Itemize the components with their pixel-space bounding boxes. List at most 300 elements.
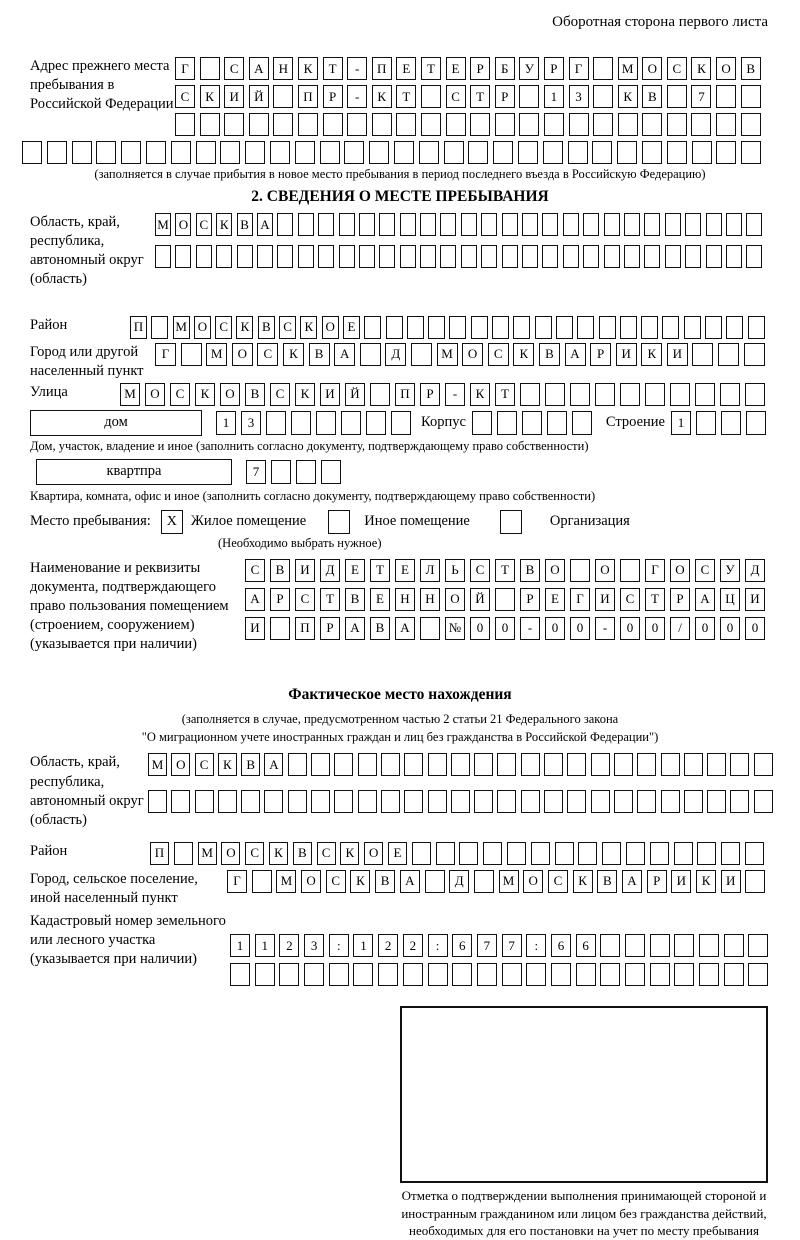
- char-cell[interactable]: С: [317, 842, 336, 865]
- char-cell[interactable]: О: [221, 842, 240, 865]
- char-cell[interactable]: С: [548, 870, 568, 893]
- char-cell[interactable]: С: [667, 57, 687, 80]
- char-cell[interactable]: [522, 411, 542, 435]
- char-cell[interactable]: П: [150, 842, 169, 865]
- char-cell[interactable]: [318, 213, 334, 236]
- char-cell[interactable]: [440, 245, 456, 268]
- char-cell[interactable]: [568, 141, 588, 164]
- char-cell[interactable]: [699, 934, 719, 957]
- char-cell[interactable]: С: [326, 870, 346, 893]
- char-cell[interactable]: Т: [323, 57, 343, 80]
- char-cell[interactable]: [316, 411, 336, 435]
- char-cell[interactable]: Е: [395, 559, 415, 582]
- char-cell[interactable]: [493, 141, 513, 164]
- char-cell[interactable]: 7: [691, 85, 711, 108]
- char-cell[interactable]: [449, 316, 466, 339]
- char-cell[interactable]: :: [428, 934, 448, 957]
- char-cell[interactable]: [264, 790, 283, 813]
- char-cell[interactable]: [196, 245, 212, 268]
- char-cell[interactable]: [451, 790, 470, 813]
- char-cell[interactable]: [378, 963, 398, 986]
- char-cell[interactable]: [381, 790, 400, 813]
- char-cell[interactable]: [411, 343, 432, 366]
- char-cell[interactable]: [522, 245, 538, 268]
- checkbox-inoe[interactable]: [328, 510, 350, 534]
- char-cell[interactable]: [626, 842, 645, 865]
- char-cell[interactable]: [358, 790, 377, 813]
- char-cell[interactable]: К: [200, 85, 220, 108]
- char-cell[interactable]: [230, 963, 250, 986]
- char-cell[interactable]: 3: [569, 85, 589, 108]
- char-cell[interactable]: [642, 113, 662, 136]
- char-cell[interactable]: [720, 383, 740, 406]
- char-cell[interactable]: В: [370, 617, 390, 640]
- char-cell[interactable]: [200, 57, 220, 80]
- char-cell[interactable]: [304, 963, 324, 986]
- char-cell[interactable]: [22, 141, 42, 164]
- char-cell[interactable]: В: [642, 85, 662, 108]
- char-cell[interactable]: Р: [470, 57, 490, 80]
- char-cell[interactable]: И: [671, 870, 691, 893]
- char-cell[interactable]: [477, 963, 497, 986]
- char-cell[interactable]: 7: [502, 934, 522, 957]
- char-cell[interactable]: К: [216, 213, 232, 236]
- char-cell[interactable]: Й: [470, 588, 490, 611]
- char-cell[interactable]: С: [196, 213, 212, 236]
- char-cell[interactable]: [670, 383, 690, 406]
- char-cell[interactable]: [461, 213, 477, 236]
- char-cell[interactable]: [386, 316, 403, 339]
- char-cell[interactable]: С: [446, 85, 466, 108]
- char-cell[interactable]: [535, 316, 552, 339]
- char-cell[interactable]: О: [232, 343, 253, 366]
- char-cell[interactable]: [684, 753, 703, 776]
- char-cell[interactable]: Т: [396, 85, 416, 108]
- char-cell[interactable]: У: [720, 559, 740, 582]
- char-cell[interactable]: 0: [545, 617, 565, 640]
- char-cell[interactable]: С: [279, 316, 296, 339]
- char-cell[interactable]: [692, 343, 713, 366]
- char-cell[interactable]: С: [620, 588, 640, 611]
- char-cell[interactable]: [502, 213, 518, 236]
- char-cell[interactable]: [593, 113, 613, 136]
- char-cell[interactable]: [726, 316, 743, 339]
- char-cell[interactable]: С: [195, 753, 214, 776]
- char-cell[interactable]: Д: [449, 870, 469, 893]
- char-cell[interactable]: А: [345, 617, 365, 640]
- char-cell[interactable]: Г: [570, 588, 590, 611]
- char-cell[interactable]: Л: [420, 559, 440, 582]
- char-cell[interactable]: 0: [695, 617, 715, 640]
- char-cell[interactable]: Т: [370, 559, 390, 582]
- char-cell[interactable]: [245, 141, 265, 164]
- char-cell[interactable]: [543, 141, 563, 164]
- char-cell[interactable]: Н: [273, 57, 293, 80]
- char-cell[interactable]: [644, 245, 660, 268]
- char-cell[interactable]: М: [206, 343, 227, 366]
- char-cell[interactable]: [576, 963, 596, 986]
- char-cell[interactable]: [311, 790, 330, 813]
- char-cell[interactable]: О: [171, 753, 190, 776]
- char-cell[interactable]: [642, 141, 662, 164]
- char-cell[interactable]: [277, 213, 293, 236]
- char-cell[interactable]: Т: [470, 85, 490, 108]
- char-cell[interactable]: [724, 934, 744, 957]
- char-cell[interactable]: И: [721, 870, 741, 893]
- char-cell[interactable]: [440, 213, 456, 236]
- char-cell[interactable]: [403, 963, 423, 986]
- char-cell[interactable]: А: [249, 57, 269, 80]
- char-cell[interactable]: [707, 753, 726, 776]
- char-cell[interactable]: [583, 213, 599, 236]
- char-cell[interactable]: К: [195, 383, 215, 406]
- char-cell[interactable]: К: [372, 85, 392, 108]
- char-cell[interactable]: [321, 460, 341, 484]
- char-cell[interactable]: [295, 141, 315, 164]
- char-cell[interactable]: Е: [396, 57, 416, 80]
- char-cell[interactable]: [353, 963, 373, 986]
- char-cell[interactable]: [428, 753, 447, 776]
- char-cell[interactable]: [421, 85, 441, 108]
- char-cell[interactable]: М: [437, 343, 458, 366]
- char-cell[interactable]: [696, 411, 716, 435]
- char-cell[interactable]: [745, 870, 765, 893]
- char-cell[interactable]: С: [270, 383, 290, 406]
- char-cell[interactable]: К: [300, 316, 317, 339]
- char-cell[interactable]: [684, 316, 701, 339]
- char-cell[interactable]: Р: [670, 588, 690, 611]
- char-cell[interactable]: К: [340, 842, 359, 865]
- char-cell[interactable]: [604, 245, 620, 268]
- char-cell[interactable]: [400, 213, 416, 236]
- char-cell[interactable]: [481, 245, 497, 268]
- char-cell[interactable]: Б: [495, 57, 515, 80]
- char-cell[interactable]: [617, 141, 637, 164]
- char-cell[interactable]: К: [298, 57, 318, 80]
- char-cell[interactable]: М: [499, 870, 519, 893]
- char-cell[interactable]: Р: [544, 57, 564, 80]
- char-cell[interactable]: Т: [421, 57, 441, 80]
- char-cell[interactable]: [572, 411, 592, 435]
- char-cell[interactable]: С: [175, 85, 195, 108]
- char-cell[interactable]: [570, 559, 590, 582]
- char-cell[interactable]: В: [237, 213, 253, 236]
- char-cell[interactable]: [237, 245, 253, 268]
- char-cell[interactable]: [323, 113, 343, 136]
- char-cell[interactable]: Н: [420, 588, 440, 611]
- char-cell[interactable]: П: [130, 316, 147, 339]
- char-cell[interactable]: 2: [403, 934, 423, 957]
- char-cell[interactable]: [748, 963, 768, 986]
- char-cell[interactable]: [360, 343, 381, 366]
- char-cell[interactable]: И: [595, 588, 615, 611]
- char-cell[interactable]: [420, 213, 436, 236]
- char-cell[interactable]: [419, 141, 439, 164]
- char-cell[interactable]: [273, 113, 293, 136]
- char-cell[interactable]: [667, 141, 687, 164]
- char-cell[interactable]: К: [236, 316, 253, 339]
- char-cell[interactable]: 1: [671, 411, 691, 435]
- char-cell[interactable]: [428, 316, 445, 339]
- char-cell[interactable]: [593, 57, 613, 80]
- char-cell[interactable]: [195, 790, 214, 813]
- kvartira-type-box[interactable]: квартпра: [36, 459, 232, 485]
- char-cell[interactable]: [730, 790, 749, 813]
- dom-type-box[interactable]: дом: [30, 410, 202, 436]
- char-cell[interactable]: [298, 213, 314, 236]
- char-cell[interactable]: О: [194, 316, 211, 339]
- char-cell[interactable]: [420, 245, 436, 268]
- char-cell[interactable]: [650, 963, 670, 986]
- char-cell[interactable]: [497, 753, 516, 776]
- char-cell[interactable]: 0: [720, 617, 740, 640]
- char-cell[interactable]: И: [667, 343, 688, 366]
- char-cell[interactable]: :: [329, 934, 349, 957]
- char-cell[interactable]: [754, 790, 773, 813]
- char-cell[interactable]: [495, 588, 515, 611]
- char-cell[interactable]: 6: [576, 934, 596, 957]
- char-cell[interactable]: О: [220, 383, 240, 406]
- char-cell[interactable]: К: [350, 870, 370, 893]
- char-cell[interactable]: К: [618, 85, 638, 108]
- char-cell[interactable]: Е: [388, 842, 407, 865]
- char-cell[interactable]: Ц: [720, 588, 740, 611]
- char-cell[interactable]: С: [224, 57, 244, 80]
- char-cell[interactable]: А: [695, 588, 715, 611]
- char-cell[interactable]: [372, 113, 392, 136]
- char-cell[interactable]: [451, 753, 470, 776]
- char-cell[interactable]: [600, 934, 620, 957]
- char-cell[interactable]: С: [170, 383, 190, 406]
- char-cell[interactable]: 2: [378, 934, 398, 957]
- char-cell[interactable]: Р: [647, 870, 667, 893]
- char-cell[interactable]: К: [573, 870, 593, 893]
- char-cell[interactable]: [121, 141, 141, 164]
- char-cell[interactable]: [599, 316, 616, 339]
- char-cell[interactable]: 1: [216, 411, 236, 435]
- char-cell[interactable]: [745, 842, 764, 865]
- char-cell[interactable]: [470, 113, 490, 136]
- char-cell[interactable]: [544, 113, 564, 136]
- char-cell[interactable]: А: [400, 870, 420, 893]
- char-cell[interactable]: М: [173, 316, 190, 339]
- char-cell[interactable]: [748, 316, 765, 339]
- char-cell[interactable]: [412, 842, 431, 865]
- char-cell[interactable]: [381, 753, 400, 776]
- char-cell[interactable]: Р: [590, 343, 611, 366]
- char-cell[interactable]: [174, 842, 193, 865]
- char-cell[interactable]: [255, 963, 275, 986]
- char-cell[interactable]: Й: [249, 85, 269, 108]
- char-cell[interactable]: -: [595, 617, 615, 640]
- char-cell[interactable]: [741, 113, 761, 136]
- char-cell[interactable]: О: [145, 383, 165, 406]
- char-cell[interactable]: [296, 460, 316, 484]
- char-cell[interactable]: [685, 213, 701, 236]
- char-cell[interactable]: В: [345, 588, 365, 611]
- char-cell[interactable]: О: [523, 870, 543, 893]
- char-cell[interactable]: [706, 213, 722, 236]
- char-cell[interactable]: О: [670, 559, 690, 582]
- char-cell[interactable]: [288, 753, 307, 776]
- char-cell[interactable]: [745, 383, 765, 406]
- char-cell[interactable]: [519, 85, 539, 108]
- char-cell[interactable]: [746, 213, 762, 236]
- char-cell[interactable]: О: [462, 343, 483, 366]
- char-cell[interactable]: [716, 141, 736, 164]
- char-cell[interactable]: Е: [343, 316, 360, 339]
- char-cell[interactable]: [391, 411, 411, 435]
- char-cell[interactable]: Д: [385, 343, 406, 366]
- char-cell[interactable]: Г: [227, 870, 247, 893]
- char-cell[interactable]: [273, 85, 293, 108]
- char-cell[interactable]: [637, 790, 656, 813]
- char-cell[interactable]: [502, 245, 518, 268]
- char-cell[interactable]: О: [364, 842, 383, 865]
- char-cell[interactable]: М: [618, 57, 638, 80]
- char-cell[interactable]: [171, 790, 190, 813]
- char-cell[interactable]: [474, 753, 493, 776]
- char-cell[interactable]: А: [245, 588, 265, 611]
- char-cell[interactable]: [151, 316, 168, 339]
- char-cell[interactable]: [444, 141, 464, 164]
- char-cell[interactable]: Г: [175, 57, 195, 80]
- char-cell[interactable]: [224, 113, 244, 136]
- char-cell[interactable]: [425, 870, 445, 893]
- char-cell[interactable]: О: [301, 870, 321, 893]
- char-cell[interactable]: [620, 559, 640, 582]
- char-cell[interactable]: К: [696, 870, 716, 893]
- char-cell[interactable]: [625, 934, 645, 957]
- char-cell[interactable]: [620, 383, 640, 406]
- char-cell[interactable]: [555, 842, 574, 865]
- char-cell[interactable]: [637, 753, 656, 776]
- char-cell[interactable]: [563, 245, 579, 268]
- char-cell[interactable]: [674, 934, 694, 957]
- char-cell[interactable]: [436, 842, 455, 865]
- char-cell[interactable]: 3: [241, 411, 261, 435]
- char-cell[interactable]: И: [224, 85, 244, 108]
- char-cell[interactable]: [394, 141, 414, 164]
- char-cell[interactable]: Р: [323, 85, 343, 108]
- char-cell[interactable]: [595, 383, 615, 406]
- char-cell[interactable]: [474, 790, 493, 813]
- char-cell[interactable]: [754, 753, 773, 776]
- char-cell[interactable]: [721, 842, 740, 865]
- char-cell[interactable]: [730, 753, 749, 776]
- char-cell[interactable]: [257, 245, 273, 268]
- char-cell[interactable]: [707, 790, 726, 813]
- char-cell[interactable]: [279, 963, 299, 986]
- char-cell[interactable]: [72, 141, 92, 164]
- char-cell[interactable]: Т: [320, 588, 340, 611]
- char-cell[interactable]: [692, 141, 712, 164]
- char-cell[interactable]: [241, 790, 260, 813]
- char-cell[interactable]: В: [539, 343, 560, 366]
- char-cell[interactable]: [602, 842, 621, 865]
- char-cell[interactable]: [518, 141, 538, 164]
- char-cell[interactable]: [542, 245, 558, 268]
- char-cell[interactable]: С: [695, 559, 715, 582]
- char-cell[interactable]: [556, 316, 573, 339]
- char-cell[interactable]: И: [245, 617, 265, 640]
- char-cell[interactable]: [155, 245, 171, 268]
- char-cell[interactable]: [421, 113, 441, 136]
- char-cell[interactable]: [716, 113, 736, 136]
- char-cell[interactable]: [481, 213, 497, 236]
- char-cell[interactable]: В: [309, 343, 330, 366]
- char-cell[interactable]: А: [565, 343, 586, 366]
- char-cell[interactable]: К: [295, 383, 315, 406]
- char-cell[interactable]: [220, 141, 240, 164]
- char-cell[interactable]: [741, 85, 761, 108]
- char-cell[interactable]: И: [616, 343, 637, 366]
- char-cell[interactable]: [544, 790, 563, 813]
- char-cell[interactable]: К: [218, 753, 237, 776]
- char-cell[interactable]: 0: [645, 617, 665, 640]
- char-cell[interactable]: С: [245, 559, 265, 582]
- char-cell[interactable]: [270, 617, 290, 640]
- char-cell[interactable]: [252, 870, 272, 893]
- char-cell[interactable]: П: [372, 57, 392, 80]
- char-cell[interactable]: [400, 245, 416, 268]
- char-cell[interactable]: П: [395, 383, 415, 406]
- char-cell[interactable]: [521, 790, 540, 813]
- char-cell[interactable]: [645, 383, 665, 406]
- char-cell[interactable]: [298, 113, 318, 136]
- char-cell[interactable]: [665, 213, 681, 236]
- char-cell[interactable]: И: [320, 383, 340, 406]
- char-cell[interactable]: [452, 963, 472, 986]
- char-cell[interactable]: Р: [420, 383, 440, 406]
- char-cell[interactable]: [684, 790, 703, 813]
- char-cell[interactable]: 1: [255, 934, 275, 957]
- char-cell[interactable]: Р: [320, 617, 340, 640]
- char-cell[interactable]: О: [716, 57, 736, 80]
- char-cell[interactable]: И: [295, 559, 315, 582]
- char-cell[interactable]: /: [670, 617, 690, 640]
- char-cell[interactable]: 0: [570, 617, 590, 640]
- char-cell[interactable]: [685, 245, 701, 268]
- char-cell[interactable]: [600, 963, 620, 986]
- char-cell[interactable]: Е: [345, 559, 365, 582]
- char-cell[interactable]: №: [445, 617, 465, 640]
- checkbox-zhiloe[interactable]: X: [161, 510, 183, 534]
- char-cell[interactable]: [334, 790, 353, 813]
- char-cell[interactable]: [674, 963, 694, 986]
- char-cell[interactable]: [667, 113, 687, 136]
- char-cell[interactable]: А: [334, 343, 355, 366]
- char-cell[interactable]: [175, 113, 195, 136]
- char-cell[interactable]: [547, 411, 567, 435]
- char-cell[interactable]: Д: [320, 559, 340, 582]
- char-cell[interactable]: [570, 383, 590, 406]
- char-cell[interactable]: [545, 383, 565, 406]
- char-cell[interactable]: Т: [495, 383, 515, 406]
- char-cell[interactable]: [522, 213, 538, 236]
- char-cell[interactable]: М: [148, 753, 167, 776]
- char-cell[interactable]: 0: [745, 617, 765, 640]
- char-cell[interactable]: [526, 963, 546, 986]
- char-cell[interactable]: [472, 411, 492, 435]
- char-cell[interactable]: [291, 411, 311, 435]
- char-cell[interactable]: [741, 141, 761, 164]
- char-cell[interactable]: О: [545, 559, 565, 582]
- char-cell[interactable]: [428, 963, 448, 986]
- char-cell[interactable]: Н: [395, 588, 415, 611]
- char-cell[interactable]: [329, 963, 349, 986]
- char-cell[interactable]: [691, 113, 711, 136]
